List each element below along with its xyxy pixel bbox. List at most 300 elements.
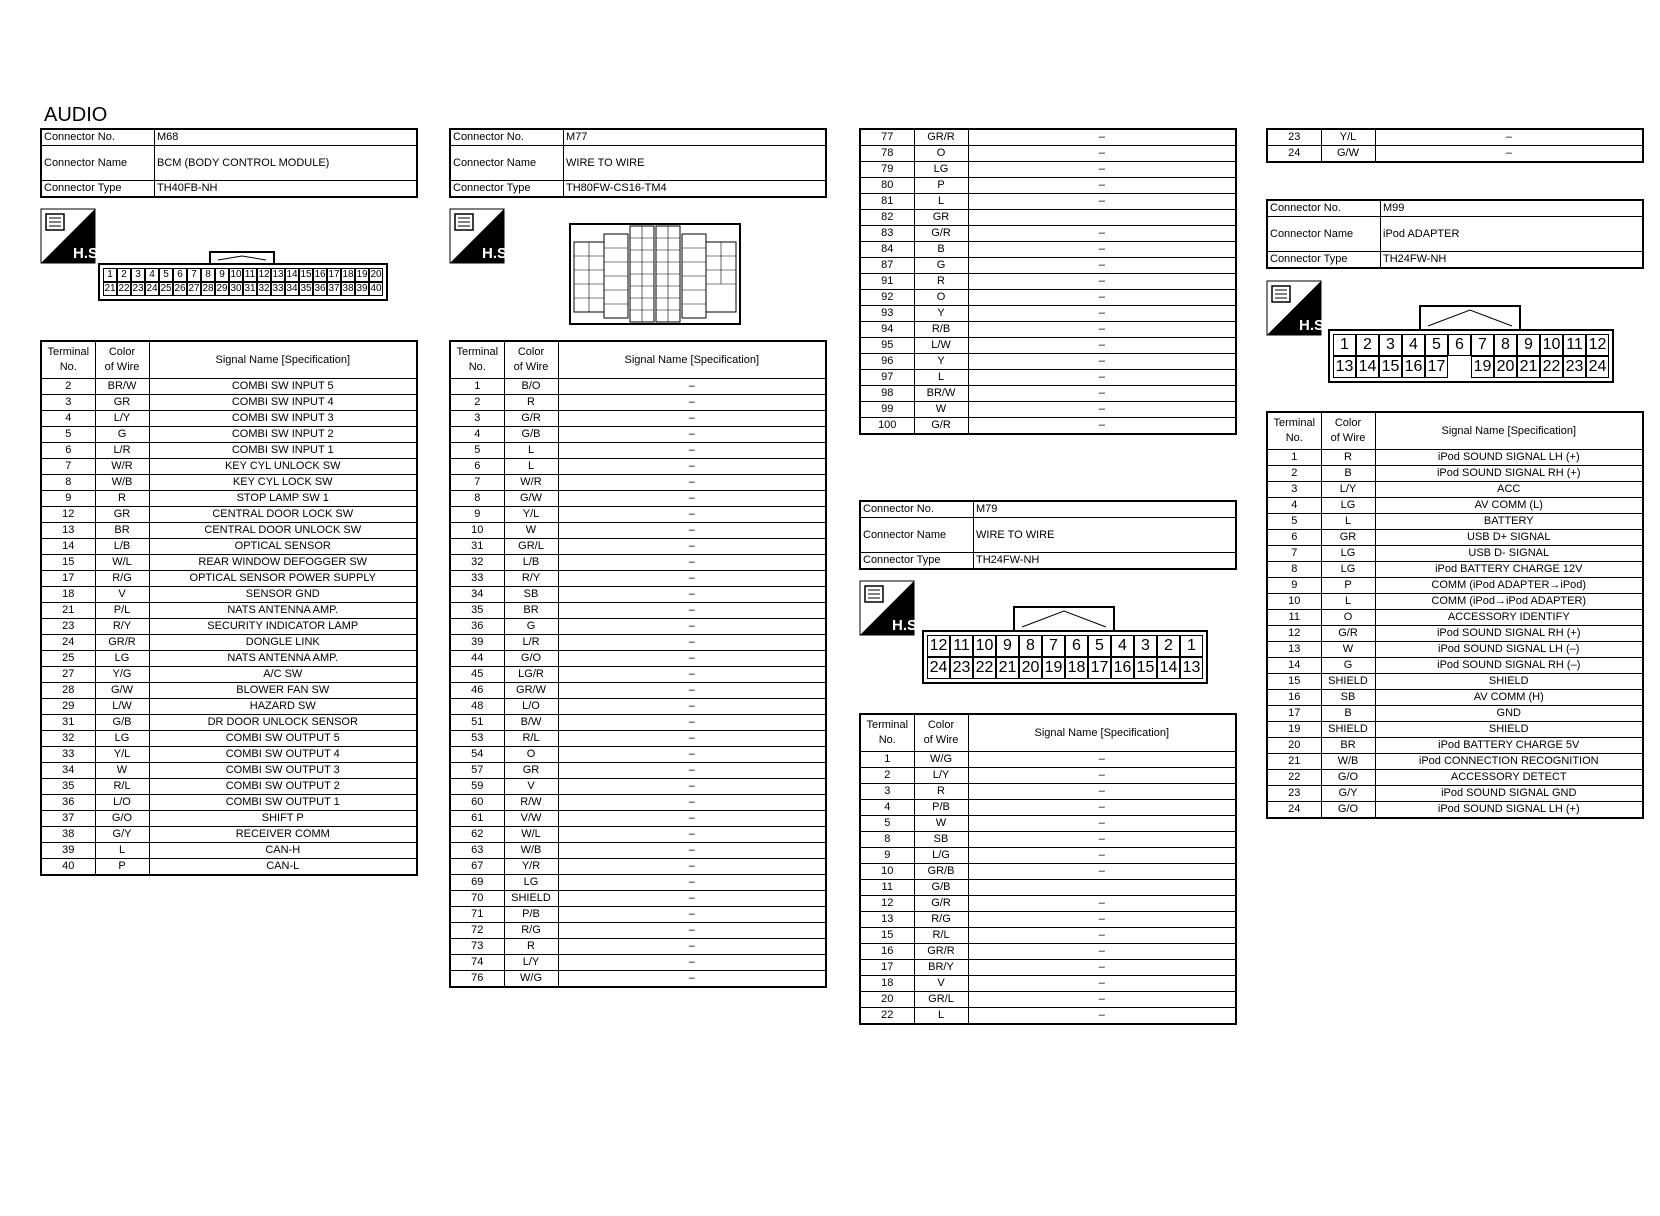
wire-color: O	[504, 747, 558, 763]
table-row	[1267, 546, 1643, 562]
terminal-no: 24	[1267, 146, 1321, 163]
terminal-no: 8	[860, 832, 914, 848]
m77-pin-table	[449, 340, 827, 988]
pin-cell: 19	[1471, 356, 1494, 378]
pin-cell: 3	[131, 268, 145, 282]
terminal-no: 94	[860, 322, 914, 338]
wire-color: G/R	[504, 411, 558, 427]
terminal-no: 99	[860, 402, 914, 418]
wire-color: R	[95, 491, 149, 507]
pin-cell: 22	[118, 283, 130, 294]
wire-color: L/Y	[504, 955, 558, 971]
wire-color: L/R	[95, 443, 149, 459]
signal-name: –	[968, 960, 1236, 976]
table-row	[41, 747, 417, 763]
label-connector-no: Connector No.	[860, 501, 974, 518]
wire-color: GR/R	[95, 635, 149, 651]
wire-color: L	[914, 1008, 968, 1025]
terminal-no: 15	[1267, 674, 1321, 690]
signal-name: OPTICAL SENSOR POWER SUPPLY	[149, 571, 417, 587]
wire-color: R/W	[504, 795, 558, 811]
table-row	[41, 523, 417, 539]
terminal-no: 16	[1267, 690, 1321, 706]
signal-name: USB D+ SIGNAL	[1375, 530, 1643, 546]
table-row	[450, 507, 826, 523]
pin-cell: 22	[973, 657, 996, 679]
terminal-no: 31	[41, 715, 95, 731]
terminal-no: 2	[450, 395, 504, 411]
signal-name: –	[558, 443, 826, 459]
wire-color: G/R	[914, 418, 968, 435]
table-row	[450, 907, 826, 923]
wire-color: W	[914, 402, 968, 418]
terminal-no: 92	[860, 290, 914, 306]
signal-name: –	[558, 475, 826, 491]
wire-color: W/R	[95, 459, 149, 475]
terminal-no: 100	[860, 418, 914, 435]
table-row	[860, 976, 1236, 992]
terminal-no: 13	[860, 912, 914, 928]
wire-color: BR/Y	[914, 960, 968, 976]
terminal-no: 77	[860, 129, 914, 146]
pin-cell: 39	[356, 283, 368, 294]
wire-color: L/O	[95, 795, 149, 811]
signal-name: –	[558, 427, 826, 443]
signal-name: –	[968, 226, 1236, 242]
wire-color: LG	[1321, 562, 1375, 578]
signal-name: GND	[1375, 706, 1643, 722]
terminal-no: 18	[860, 976, 914, 992]
signal-name: –	[968, 912, 1236, 928]
table-row	[860, 1008, 1236, 1025]
pin-cell	[1448, 356, 1471, 378]
terminal-no: 33	[41, 747, 95, 763]
signal-name: –	[968, 928, 1236, 944]
signal-name: COMBI SW INPUT 3	[149, 411, 417, 427]
terminal-no: 3	[450, 411, 504, 427]
terminal-no: 17	[1267, 706, 1321, 722]
pin-cell: 5	[1425, 334, 1448, 356]
wire-color: P	[914, 178, 968, 194]
m99-connector-diagram	[1328, 304, 1618, 384]
wire-color: BR/W	[914, 386, 968, 402]
terminal-no: 23	[1267, 129, 1321, 146]
pin-cell: 36	[314, 283, 326, 294]
terminal-no: 6	[41, 443, 95, 459]
terminal-no: 19	[1267, 722, 1321, 738]
terminal-no: 34	[41, 763, 95, 779]
signal-name: –	[558, 555, 826, 571]
signal-name: –	[968, 162, 1236, 178]
terminal-no: 2	[860, 768, 914, 784]
signal-name: –	[968, 274, 1236, 290]
signal-name: COMBI SW INPUT 5	[149, 379, 417, 395]
terminal-no: 10	[1267, 594, 1321, 610]
m77-connector-no: M77	[564, 129, 827, 146]
table-row	[450, 715, 826, 731]
wire-color: W/B	[504, 843, 558, 859]
table-row	[450, 379, 826, 395]
terminal-no: 97	[860, 370, 914, 386]
terminal-no: 27	[41, 667, 95, 683]
table-row	[860, 322, 1236, 338]
pin-cell: 37	[328, 283, 340, 294]
m79-connector-name: WIRE TO WIRE	[974, 518, 1237, 553]
wire-color: W/G	[914, 752, 968, 768]
wire-color: L	[504, 459, 558, 475]
table-row	[1267, 146, 1643, 163]
signal-name: –	[558, 843, 826, 859]
signal-name	[968, 210, 1236, 226]
table-row	[1267, 530, 1643, 546]
terminal-no: 33	[450, 571, 504, 587]
wire-color: G/R	[914, 226, 968, 242]
table-row	[1267, 129, 1643, 146]
terminal-no: 14	[1267, 658, 1321, 674]
terminal-no: 70	[450, 891, 504, 907]
signal-name: –	[558, 923, 826, 939]
pin-cell: 2	[1356, 334, 1379, 356]
wire-color: G/W	[504, 491, 558, 507]
table-row	[860, 768, 1236, 784]
signal-name: COMBI SW OUTPUT 1	[149, 795, 417, 811]
table-row	[450, 635, 826, 651]
terminal-no: 91	[860, 274, 914, 290]
pin-cell: 29	[216, 283, 228, 294]
pin-cell: 27	[188, 283, 200, 294]
wire-color: L/B	[504, 555, 558, 571]
wire-color: O	[914, 146, 968, 162]
table-row	[450, 939, 826, 955]
table-row	[1267, 594, 1643, 610]
signal-name: CENTRAL DOOR UNLOCK SW	[149, 523, 417, 539]
table-row	[860, 386, 1236, 402]
signal-name: –	[558, 795, 826, 811]
table-row	[450, 411, 826, 427]
wire-color: R	[504, 395, 558, 411]
terminal-no: 69	[450, 875, 504, 891]
m79-connector-type: TH24FW-NH	[974, 553, 1237, 570]
svg-text:H.S.: H.S.	[1299, 317, 1329, 334]
wire-color: SB	[914, 832, 968, 848]
wire-color: G	[504, 619, 558, 635]
terminal-no: 51	[450, 715, 504, 731]
pin-cell: 15	[300, 269, 312, 280]
table-row	[860, 784, 1236, 800]
table-row	[860, 800, 1236, 816]
table-row	[1267, 482, 1643, 498]
wire-color: Y/L	[504, 507, 558, 523]
table-row	[860, 194, 1236, 210]
signal-name: SENSOR GND	[149, 587, 417, 603]
pin-cell: 6	[173, 268, 187, 282]
pin-cell: 18	[1065, 657, 1088, 679]
label-connector-type: Connector Type	[860, 553, 974, 570]
table-row	[450, 571, 826, 587]
wire-color: LG	[914, 162, 968, 178]
terminal-no: 80	[860, 178, 914, 194]
wire-color: R/Y	[95, 619, 149, 635]
signal-name: –	[558, 539, 826, 555]
terminal-no: 17	[41, 571, 95, 587]
terminal-no: 61	[450, 811, 504, 827]
terminal-no: 12	[1267, 626, 1321, 642]
terminal-no: 36	[41, 795, 95, 811]
wire-color: LG	[1321, 498, 1375, 514]
table-row	[41, 635, 417, 651]
signal-name: –	[968, 800, 1236, 816]
table-row	[41, 539, 417, 555]
signal-name: –	[968, 896, 1236, 912]
table-row	[860, 864, 1236, 880]
table-row	[860, 129, 1236, 146]
table-row	[860, 258, 1236, 274]
header-signal-name: Signal Name [Specification]	[968, 714, 1236, 752]
pin-cell: 19	[1042, 657, 1065, 679]
terminal-no: 6	[450, 459, 504, 475]
table-row	[1267, 658, 1643, 674]
wire-color: GR	[914, 210, 968, 226]
pin-cell: 18	[342, 269, 354, 280]
signal-name: –	[968, 146, 1236, 162]
terminal-no: 7	[41, 459, 95, 475]
signal-name: DONGLE LINK	[149, 635, 417, 651]
terminal-no: 63	[450, 843, 504, 859]
terminal-no: 16	[860, 944, 914, 960]
table-row	[860, 816, 1236, 832]
wire-color: BR	[1321, 738, 1375, 754]
pin-cell: 23	[1563, 356, 1586, 378]
wire-color: GR/L	[504, 539, 558, 555]
terminal-no: 57	[450, 763, 504, 779]
signal-name: iPod BATTERY CHARGE 12V	[1375, 562, 1643, 578]
table-row	[41, 443, 417, 459]
terminal-no: 93	[860, 306, 914, 322]
terminal-no: 3	[1267, 482, 1321, 498]
wire-color: G/Y	[1321, 786, 1375, 802]
wire-color: GR/R	[914, 944, 968, 960]
signal-name: –	[558, 827, 826, 843]
wire-color: W	[95, 763, 149, 779]
svg-text:H.S.: H.S.	[73, 245, 103, 262]
m68-info-table	[40, 128, 418, 198]
pin-cell: 14	[286, 269, 298, 280]
pin-cell: 35	[300, 283, 312, 294]
wire-color: O	[914, 290, 968, 306]
table-row	[41, 603, 417, 619]
table-row	[41, 731, 417, 747]
table-row	[450, 843, 826, 859]
wire-color: GR	[1321, 530, 1375, 546]
pin-cell: 23	[132, 283, 144, 294]
wire-color: G/O	[1321, 802, 1375, 819]
table-row	[1267, 466, 1643, 482]
wire-color: W/L	[95, 555, 149, 571]
table-row	[860, 338, 1236, 354]
table-row	[41, 763, 417, 779]
m77-info-table	[449, 128, 827, 198]
terminal-no: 8	[1267, 562, 1321, 578]
signal-name: AV COMM (H)	[1375, 690, 1643, 706]
signal-name: COMBI SW OUTPUT 4	[149, 747, 417, 763]
terminal-no: 5	[41, 427, 95, 443]
terminal-no: 9	[1267, 578, 1321, 594]
table-row	[41, 571, 417, 587]
signal-name: –	[558, 587, 826, 603]
terminal-no: 36	[450, 619, 504, 635]
terminal-no: 1	[860, 752, 914, 768]
wire-color: L	[914, 194, 968, 210]
table-row	[860, 992, 1236, 1008]
wire-color: V	[504, 779, 558, 795]
pin-cell: 28	[202, 283, 214, 294]
signal-name: –	[968, 784, 1236, 800]
wire-color: B	[914, 242, 968, 258]
terminal-no: 11	[860, 880, 914, 896]
wire-color: Y/L	[1321, 129, 1375, 146]
terminal-no: 59	[450, 779, 504, 795]
table-row	[450, 475, 826, 491]
table-row	[450, 795, 826, 811]
wire-color: W/R	[504, 475, 558, 491]
terminal-no: 32	[450, 555, 504, 571]
terminal-no: 32	[41, 731, 95, 747]
signal-name: –	[968, 976, 1236, 992]
terminal-no: 8	[450, 491, 504, 507]
table-row	[1267, 674, 1643, 690]
terminal-no: 9	[450, 507, 504, 523]
table-row	[450, 523, 826, 539]
m79-connector-no: M79	[974, 501, 1237, 518]
pin-cell: 30	[230, 283, 242, 294]
wire-color: P/B	[504, 907, 558, 923]
table-row	[41, 555, 417, 571]
table-row	[450, 555, 826, 571]
wire-color: R/L	[914, 928, 968, 944]
header-signal-name: Signal Name [Specification]	[1375, 412, 1643, 450]
wire-color: R	[914, 784, 968, 800]
signal-name: –	[1375, 129, 1643, 146]
wire-color: L/O	[504, 699, 558, 715]
wire-color: L/W	[914, 338, 968, 354]
header-color-of-wire: Color of Wire	[504, 341, 558, 379]
pin-cell: 21	[1517, 356, 1540, 378]
table-row	[1267, 786, 1643, 802]
signal-name: iPod SOUND SIGNAL GND	[1375, 786, 1643, 802]
table-row	[450, 699, 826, 715]
m77-pin-table-continued	[859, 128, 1237, 435]
table-row	[860, 354, 1236, 370]
wire-color: L/G	[914, 848, 968, 864]
table-row	[860, 402, 1236, 418]
pin-cell: 4	[1111, 635, 1134, 657]
terminal-no: 9	[860, 848, 914, 864]
table-row	[1267, 802, 1643, 819]
pin-cell: 24	[1586, 356, 1609, 378]
signal-name: OPTICAL SENSOR	[149, 539, 417, 555]
signal-name: –	[968, 242, 1236, 258]
wire-color: G	[914, 258, 968, 274]
m99-connector-no: M99	[1381, 200, 1644, 217]
pin-cell: 7	[1042, 635, 1065, 657]
table-row	[41, 715, 417, 731]
terminal-no: 17	[860, 960, 914, 976]
wire-color: B	[1321, 706, 1375, 722]
table-row	[450, 667, 826, 683]
pin-cell: 21	[104, 283, 116, 294]
terminal-no: 28	[41, 683, 95, 699]
signal-name: –	[968, 848, 1236, 864]
table-row	[450, 971, 826, 988]
table-row	[450, 443, 826, 459]
pin-cell: 17	[1425, 356, 1448, 378]
wire-color: R/G	[504, 923, 558, 939]
wire-color: R/L	[95, 779, 149, 795]
wire-color: LG	[95, 731, 149, 747]
terminal-no: 22	[1267, 770, 1321, 786]
wire-color: L/B	[95, 539, 149, 555]
pin-cell: 32	[258, 283, 270, 294]
wire-color: R/L	[504, 731, 558, 747]
label-connector-type: Connector Type	[41, 181, 155, 198]
wire-color: Y	[914, 354, 968, 370]
terminal-no: 37	[41, 811, 95, 827]
pin-cell: 14	[1356, 356, 1379, 378]
label-connector-name: Connector Name	[41, 146, 155, 181]
terminal-no: 48	[450, 699, 504, 715]
table-row	[860, 880, 1236, 896]
wire-color: SB	[1321, 690, 1375, 706]
terminal-no: 15	[41, 555, 95, 571]
wire-color: Y/G	[95, 667, 149, 683]
signal-name: –	[968, 944, 1236, 960]
table-row	[1267, 738, 1643, 754]
wire-color: W/L	[504, 827, 558, 843]
signal-name: COMBI SW INPUT 2	[149, 427, 417, 443]
signal-name: –	[558, 779, 826, 795]
table-row	[860, 912, 1236, 928]
wire-color: B/W	[504, 715, 558, 731]
pin-cell: 9	[996, 635, 1019, 657]
table-row	[41, 475, 417, 491]
table-row	[41, 619, 417, 635]
wire-color: R/G	[914, 912, 968, 928]
table-row	[41, 827, 417, 843]
signal-name: –	[968, 178, 1236, 194]
terminal-no: 7	[1267, 546, 1321, 562]
signal-name: –	[558, 667, 826, 683]
wire-color: G/R	[1321, 626, 1375, 642]
terminal-no: 96	[860, 354, 914, 370]
wire-color: SB	[504, 587, 558, 603]
signal-name: –	[968, 129, 1236, 146]
signal-name: –	[558, 683, 826, 699]
pin-cell: 24	[927, 657, 950, 679]
table-row	[1267, 498, 1643, 514]
terminal-no: 82	[860, 210, 914, 226]
wire-color: LG	[504, 875, 558, 891]
signal-name: USB D- SIGNAL	[1375, 546, 1643, 562]
table-row	[41, 395, 417, 411]
table-row	[1267, 754, 1643, 770]
signal-name: –	[968, 322, 1236, 338]
signal-name: BLOWER FAN SW	[149, 683, 417, 699]
signal-name: KEY CYL UNLOCK SW	[149, 459, 417, 475]
signal-name: COMBI SW OUTPUT 5	[149, 731, 417, 747]
wire-color: G/Y	[95, 827, 149, 843]
terminal-no: 1	[450, 379, 504, 395]
wire-color: Y	[914, 306, 968, 322]
